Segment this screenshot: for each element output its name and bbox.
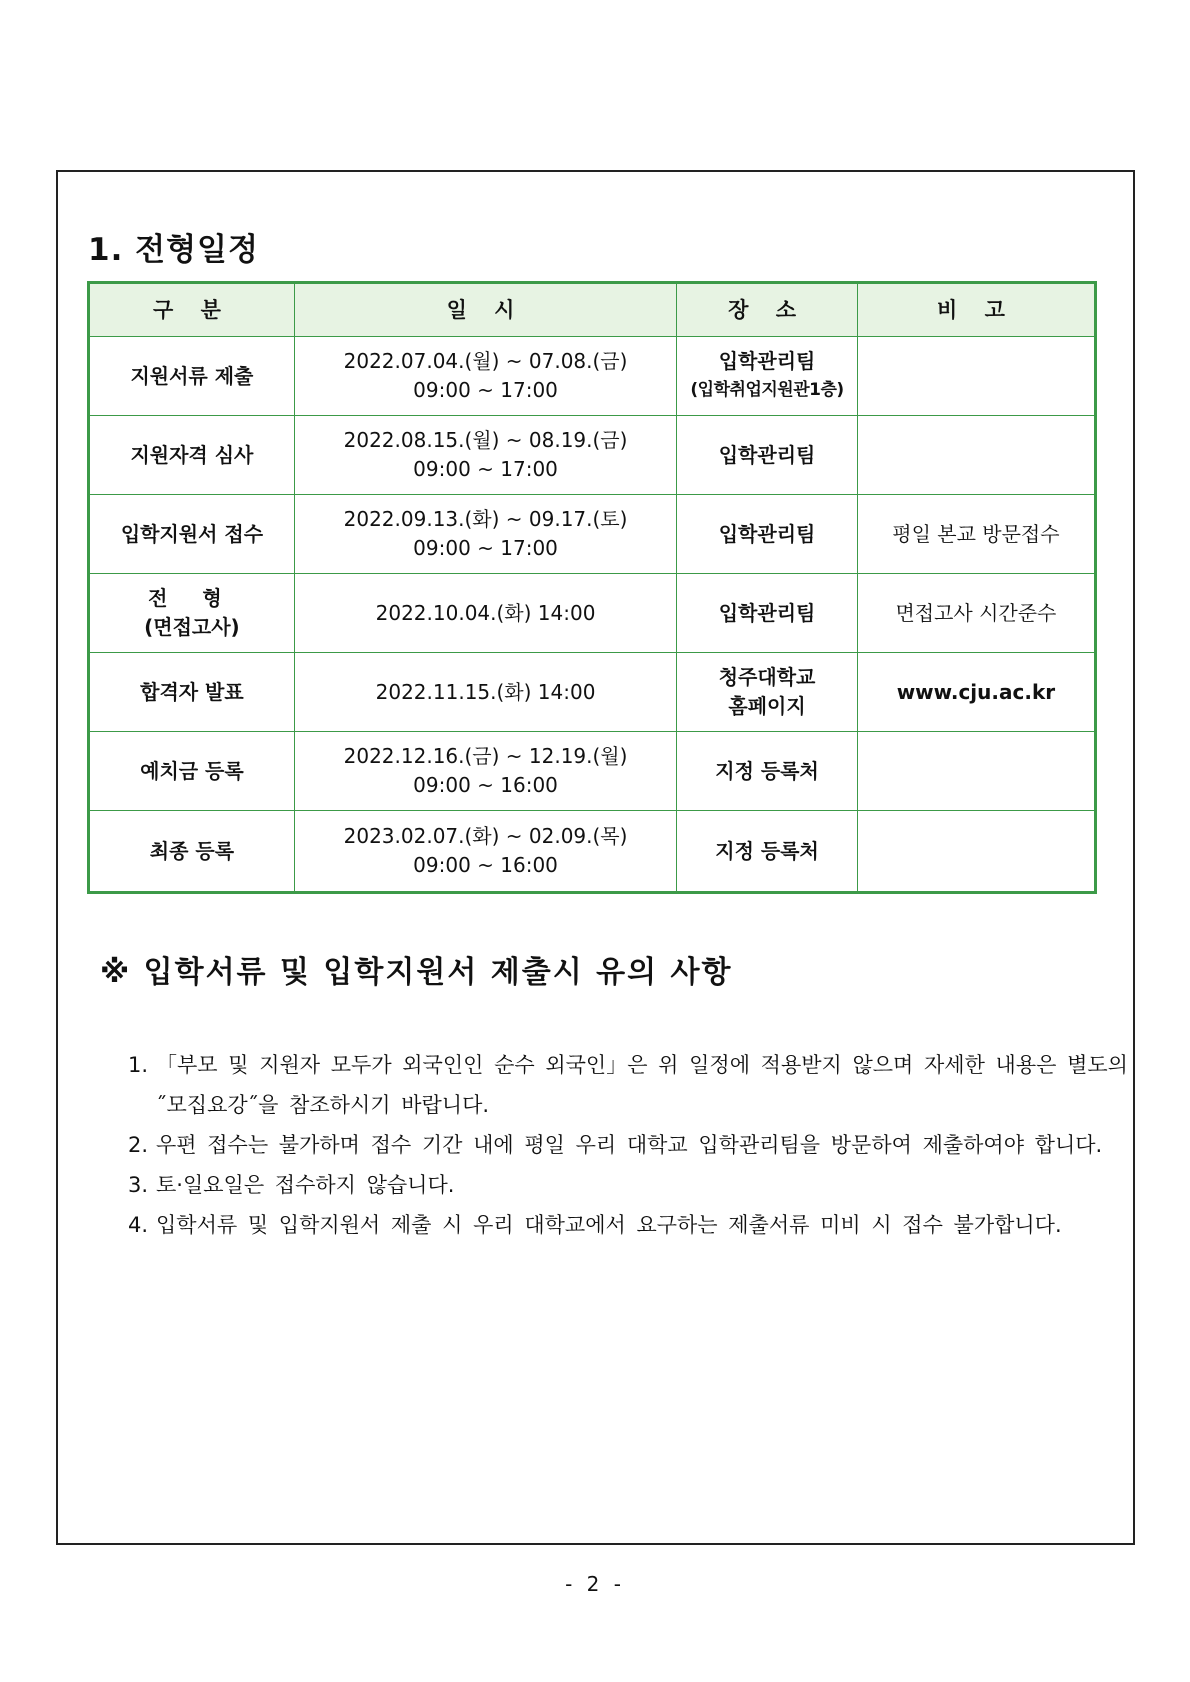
- table-header-row: [89, 283, 1096, 337]
- header-category: 구 분: [89, 283, 295, 337]
- row-note: 평일 본교 방문접수: [857, 495, 1095, 574]
- row-date: 2022.12.16.(금) ~ 12.19.(월) 09:00 ~ 16:00: [294, 732, 676, 811]
- row-category: 입학지원서 접수: [89, 495, 295, 574]
- notice-list: [128, 1045, 1128, 1245]
- row-date: 2022.11.15.(화) 14:00: [294, 653, 676, 732]
- list-item: [128, 1125, 1128, 1165]
- row-note: [857, 811, 1095, 893]
- item-text: 우편 접수는 불가하며 접수 기간 내에 평일 우리 대학교 입학관리팀을 방문하여 제출하여야 합니다.: [156, 1133, 1103, 1157]
- row-date: 2023.02.07.(화) ~ 02.09.(목) 09:00 ~ 16:00: [294, 811, 676, 893]
- item-number: 2.: [128, 1133, 149, 1157]
- row-place: 지정 등록처: [677, 811, 858, 893]
- row-category: 예치금 등록: [89, 732, 295, 811]
- table-row: [89, 416, 1096, 495]
- row-date: 2022.08.15.(월) ~ 08.19.(금) 09:00 ~ 17:00: [294, 416, 676, 495]
- table-row: [89, 574, 1096, 653]
- item-text: 입학서류 및 입학지원서 제출 시 우리 대학교에서 요구하는 제출서류 미비 시 접수 불가합니다.: [156, 1213, 1062, 1237]
- item-text: 「부모 및 지원자 모두가 외국인인 순수 외국인」은 위 일정에 적용받지 않으며 자세한 내용은 별도의 ˝모집요강˝을 참조하시기 바랍니다.: [156, 1053, 1128, 1117]
- row-category: 합격자 발표: [89, 653, 295, 732]
- row-note: [857, 337, 1095, 416]
- list-item: [128, 1205, 1128, 1245]
- header-place: 장 소: [677, 283, 858, 337]
- list-item: [128, 1165, 1128, 1205]
- table-row: [89, 653, 1096, 732]
- row-place: 지정 등록처: [677, 732, 858, 811]
- table-row: [89, 337, 1096, 416]
- row-category: 지원서류 제출: [89, 337, 295, 416]
- header-date: 일 시: [294, 283, 676, 337]
- row-place: 입학관리팀 (입학취업지원관1층): [677, 337, 858, 416]
- row-place: 입학관리팀: [677, 416, 858, 495]
- row-date: 2022.07.04.(월) ~ 07.08.(금) 09:00 ~ 17:00: [294, 337, 676, 416]
- header-note: 비 고: [857, 283, 1095, 337]
- page-number: - 2 -: [565, 1572, 625, 1596]
- row-category: 전 형 (면접고사): [89, 574, 295, 653]
- row-note: 면접고사 시간준수: [857, 574, 1095, 653]
- row-place: 입학관리팀: [677, 574, 858, 653]
- homepage-link[interactable]: www.cju.ac.kr: [857, 653, 1095, 732]
- section-title: 1. 전형일정: [88, 232, 259, 268]
- row-category: 최종 등록: [89, 811, 295, 893]
- row-note: [857, 416, 1095, 495]
- document-frame: [56, 170, 1135, 1545]
- item-number: 4.: [128, 1213, 149, 1237]
- table-row: [89, 811, 1096, 893]
- table-row: [89, 495, 1096, 574]
- row-date: 2022.09.13.(화) ~ 09.17.(토) 09:00 ~ 17:00: [294, 495, 676, 574]
- schedule-table: [87, 281, 1097, 894]
- item-number: 3.: [128, 1173, 149, 1197]
- row-date: 2022.10.04.(화) 14:00: [294, 574, 676, 653]
- row-place: 입학관리팀: [677, 495, 858, 574]
- row-place: 청주대학교 홈페이지: [677, 653, 858, 732]
- item-number: 1.: [128, 1053, 149, 1077]
- row-note: [857, 732, 1095, 811]
- item-text: 토·일요일은 접수하지 않습니다.: [156, 1173, 455, 1197]
- notice-title: ※ 입학서류 및 입학지원서 제출시 유의 사항: [100, 955, 733, 990]
- list-item: [128, 1045, 1128, 1125]
- row-category: 지원자격 심사: [89, 416, 295, 495]
- table-row: [89, 732, 1096, 811]
